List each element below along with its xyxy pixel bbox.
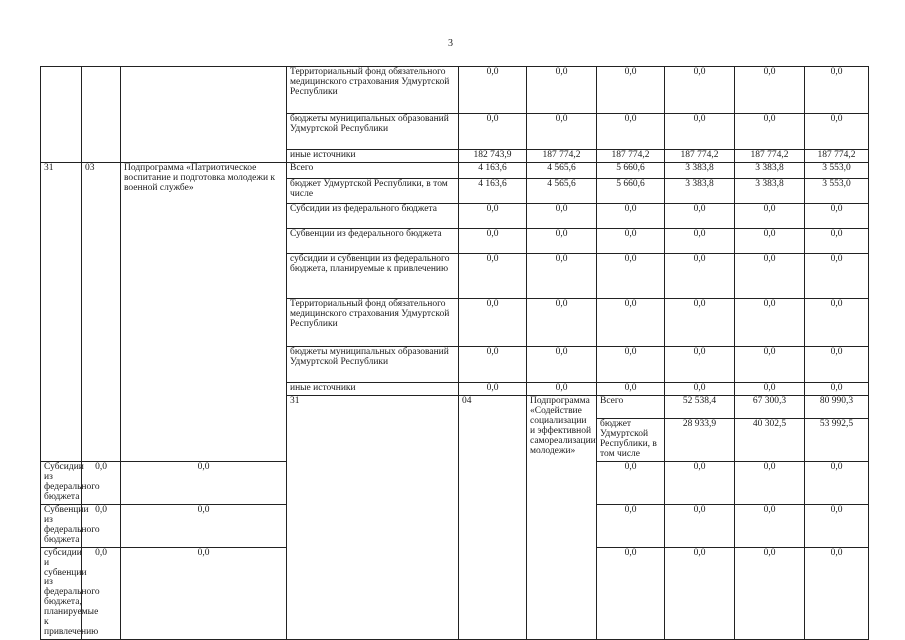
source-cell: Всего <box>597 396 665 419</box>
value-cell: 52 538,4 <box>665 396 735 419</box>
value-cell: 0,0 <box>805 229 869 254</box>
funding-table <box>40 66 869 640</box>
value-cell: 67 300,3 <box>735 396 805 419</box>
value-cell: 0,0 <box>82 547 121 640</box>
value-cell: 0,0 <box>527 229 597 254</box>
source-cell: бюджет Удмуртской Республики, в том числе <box>287 179 459 204</box>
value-cell: 0,0 <box>459 347 527 383</box>
source-cell: субсидии и субвенции из федерального бюджета, планируемые к привлечению <box>287 254 459 299</box>
value-cell: 0,0 <box>597 67 665 114</box>
source-cell: Субсидии из федерального бюджета <box>287 204 459 229</box>
source-cell: Субсидии из федерального бюджета <box>41 461 82 504</box>
value-cell: 0,0 <box>665 461 735 504</box>
value-cell: 80 990,3 <box>805 396 869 419</box>
source-cell: бюджеты муниципальных образований Удмуртской Республики <box>287 347 459 383</box>
value-cell: 0,0 <box>805 114 869 150</box>
value-cell: 28 933,9 <box>665 418 735 461</box>
value-cell: 0,0 <box>527 299 597 347</box>
empty-cell-code1 <box>41 67 82 163</box>
value-cell: 0,0 <box>665 254 735 299</box>
page-number: 3 <box>448 38 453 49</box>
value-cell: 0,0 <box>597 299 665 347</box>
value-cell: 4 163,6 <box>459 179 527 204</box>
code-cell: 04 <box>459 396 527 640</box>
value-cell: 5 660,6 <box>597 163 665 179</box>
value-cell: 53 992,5 <box>805 418 869 461</box>
value-cell: 187 774,2 <box>527 150 597 163</box>
value-cell: 0,0 <box>805 383 869 396</box>
source-cell: иные источники <box>287 383 459 396</box>
code-cell: 03 <box>82 163 121 462</box>
value-cell: 0,0 <box>527 67 597 114</box>
value-cell: 0,0 <box>527 347 597 383</box>
value-cell: 0,0 <box>459 383 527 396</box>
value-cell: 0,0 <box>459 114 527 150</box>
value-cell: 0,0 <box>597 547 665 640</box>
table-row <box>41 163 869 179</box>
value-cell: 0,0 <box>82 461 121 504</box>
value-cell: 3 383,8 <box>735 163 805 179</box>
value-cell: 0,0 <box>459 299 527 347</box>
source-cell: иные источники <box>287 150 459 163</box>
code-cell: 31 <box>287 396 459 640</box>
value-cell: 187 774,2 <box>735 150 805 163</box>
value-cell: 0,0 <box>527 114 597 150</box>
value-cell: 0,0 <box>805 461 869 504</box>
value-cell: 0,0 <box>597 383 665 396</box>
value-cell: 4 565,6 <box>527 163 597 179</box>
value-cell: 0,0 <box>527 204 597 229</box>
value-cell: 0,0 <box>597 114 665 150</box>
value-cell: 5 660,6 <box>597 179 665 204</box>
value-cell: 0,0 <box>735 114 805 150</box>
value-cell: 0,0 <box>805 299 869 347</box>
value-cell: 0,0 <box>665 67 735 114</box>
source-cell: Всего <box>287 163 459 179</box>
value-cell: 0,0 <box>665 114 735 150</box>
value-cell: 0,0 <box>735 67 805 114</box>
value-cell: 0,0 <box>597 229 665 254</box>
value-cell: 0,0 <box>665 547 735 640</box>
value-cell: 0,0 <box>805 254 869 299</box>
value-cell: 0,0 <box>805 204 869 229</box>
value-cell: 0,0 <box>665 504 735 547</box>
value-cell: 3 383,8 <box>665 179 735 204</box>
empty-cell-code2 <box>82 67 121 163</box>
value-cell: 182 743,9 <box>459 150 527 163</box>
value-cell: 0,0 <box>665 299 735 347</box>
value-cell: 0,0 <box>735 254 805 299</box>
value-cell: 0,0 <box>527 383 597 396</box>
value-cell: 0,0 <box>735 299 805 347</box>
empty-cell-program <box>121 67 287 163</box>
source-cell: Субвенции из федерального бюджета <box>41 504 82 547</box>
value-cell: 0,0 <box>597 204 665 229</box>
value-cell: 0,0 <box>121 461 287 504</box>
value-cell: 0,0 <box>805 547 869 640</box>
value-cell: 4 565,6 <box>527 179 597 204</box>
value-cell: 0,0 <box>597 347 665 383</box>
value-cell: 0,0 <box>459 254 527 299</box>
source-cell: Территориальный фонд обязательного медицинского страхования Удмуртской Республики <box>287 299 459 347</box>
value-cell: 3 383,8 <box>735 179 805 204</box>
value-cell: 4 163,6 <box>459 163 527 179</box>
value-cell: 0,0 <box>459 67 527 114</box>
value-cell: 0,0 <box>735 547 805 640</box>
code-cell: 31 <box>41 163 82 462</box>
value-cell: 0,0 <box>805 347 869 383</box>
value-cell: 0,0 <box>665 204 735 229</box>
value-cell: 0,0 <box>82 504 121 547</box>
value-cell: 0,0 <box>597 254 665 299</box>
value-cell: 3 383,8 <box>665 163 735 179</box>
value-cell: 0,0 <box>121 547 287 640</box>
source-cell: бюджет Удмуртской Республики, в том числе <box>597 418 665 461</box>
source-cell: Субвенции из федерального бюджета <box>287 229 459 254</box>
source-cell: субсидии и субвенции из федерального бюджета, планируемые к привлечению <box>41 547 82 640</box>
value-cell: 0,0 <box>735 383 805 396</box>
program-name-cell: Подпрограмма «Патриотическое воспитание и подготовка молодежи к военной службе» <box>121 163 287 462</box>
value-cell: 3 553,0 <box>805 163 869 179</box>
value-cell: 0,0 <box>121 504 287 547</box>
table-row <box>41 67 869 114</box>
value-cell: 0,0 <box>805 67 869 114</box>
value-cell: 0,0 <box>597 461 665 504</box>
program-name-cell: Подпрограмма «Содействие социализации и эффективной самореализации молодежи» <box>527 396 597 640</box>
value-cell: 0,0 <box>735 347 805 383</box>
value-cell: 0,0 <box>735 229 805 254</box>
value-cell: 0,0 <box>805 504 869 547</box>
value-cell: 187 774,2 <box>665 150 735 163</box>
value-cell: 0,0 <box>665 347 735 383</box>
value-cell: 0,0 <box>735 204 805 229</box>
value-cell: 3 553,0 <box>805 179 869 204</box>
source-cell: Территориальный фонд обязательного медицинского страхования Удмуртской Республики <box>287 67 459 114</box>
value-cell: 187 774,2 <box>805 150 869 163</box>
value-cell: 40 302,5 <box>735 418 805 461</box>
value-cell: 0,0 <box>735 461 805 504</box>
value-cell: 0,0 <box>459 229 527 254</box>
value-cell: 0,0 <box>459 204 527 229</box>
value-cell: 0,0 <box>597 504 665 547</box>
value-cell: 0,0 <box>665 229 735 254</box>
value-cell: 0,0 <box>735 504 805 547</box>
value-cell: 187 774,2 <box>597 150 665 163</box>
source-cell: бюджеты муниципальных образований Удмуртской Республики <box>287 114 459 150</box>
value-cell: 0,0 <box>665 383 735 396</box>
value-cell: 0,0 <box>527 254 597 299</box>
